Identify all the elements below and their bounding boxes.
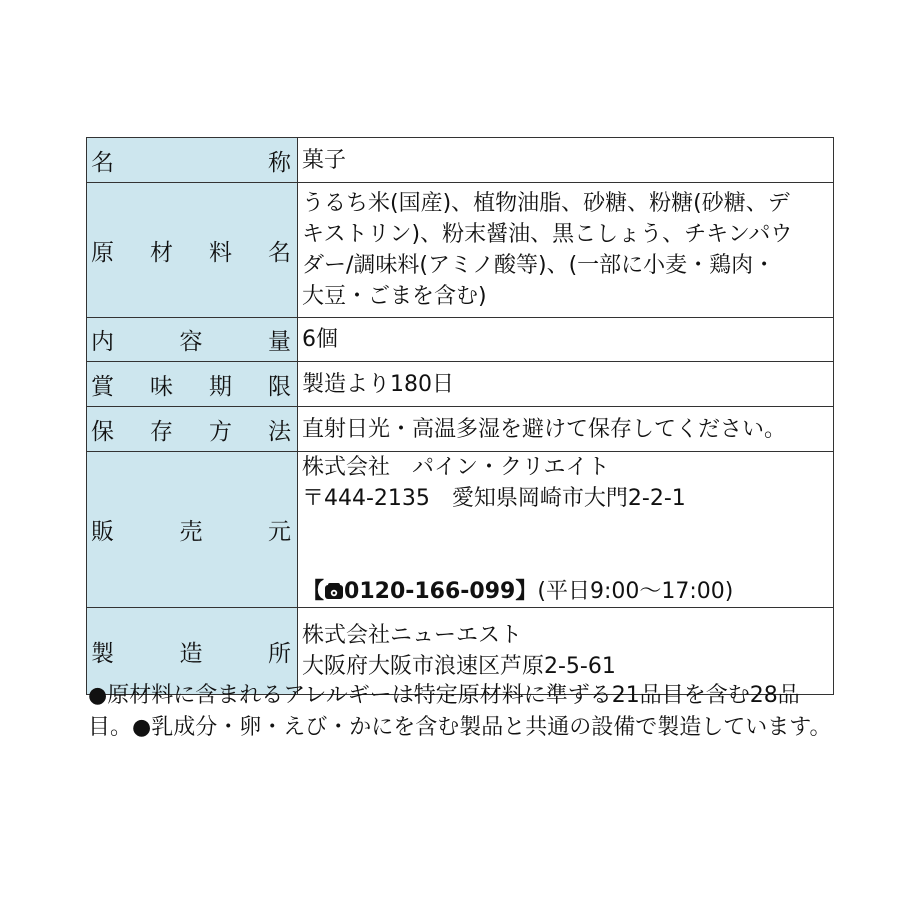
label-name: 名 称: [87, 138, 298, 183]
seller-phone-line: [302, 514, 833, 607]
seller-address: 〒444-2135 愛知県岡崎市大門2-2-1: [302, 486, 686, 511]
allergy-note: ●原材料に含まれるアレルギーは特定原材料に準ずる21品目を含む28品目。●乳成分・卵・えび・かにを含む製品と共通の設備で製造しています。: [88, 683, 832, 740]
maker-company: 株式会社ニューエスト: [302, 623, 523, 648]
seller-hours: (平日9:00～17:00): [537, 579, 734, 604]
label-contents: 内 容 量: [87, 318, 298, 362]
label-seller: 販 売 元: [87, 452, 298, 608]
value-name: 菓子: [298, 138, 834, 183]
seller-company: 株式会社 パイン・クリエイト: [302, 455, 610, 480]
value-expiry: 製造より180日: [298, 362, 834, 407]
row-expiry: [87, 362, 834, 407]
seller-phone: 【 0120-166-099】: [302, 579, 538, 604]
row-name: [87, 138, 834, 183]
row-seller: [87, 452, 834, 608]
food-label-table: [86, 137, 834, 695]
maker-address: 大阪府大阪市浪速区芦原2-5-61: [302, 654, 616, 679]
row-storage: [87, 407, 834, 452]
telephone-icon: [324, 582, 344, 600]
row-ingredients: [87, 183, 834, 318]
value-contents: 6個: [298, 318, 834, 362]
label-ingredients: 原 材 料 名: [87, 183, 298, 318]
row-contents: [87, 318, 834, 362]
value-seller: [298, 452, 834, 608]
label-maker: 製 造 所: [87, 608, 298, 695]
value-storage: 直射日光・高温多湿を避けて保存してください。: [298, 407, 834, 452]
value-ingredients: うるち米(国産)、植物油脂、砂糖、粉糖(砂糖、デ キストリン)、粉末醤油、黒こしょう、チキンパウ ダー/調味料(アミノ酸等)、(一部に小麦・鶏肉・ 大豆・ごまを含む): [298, 183, 834, 318]
label-storage: 保 存 方 法: [87, 407, 298, 452]
label-expiry: 賞 味 期 限: [87, 362, 298, 407]
